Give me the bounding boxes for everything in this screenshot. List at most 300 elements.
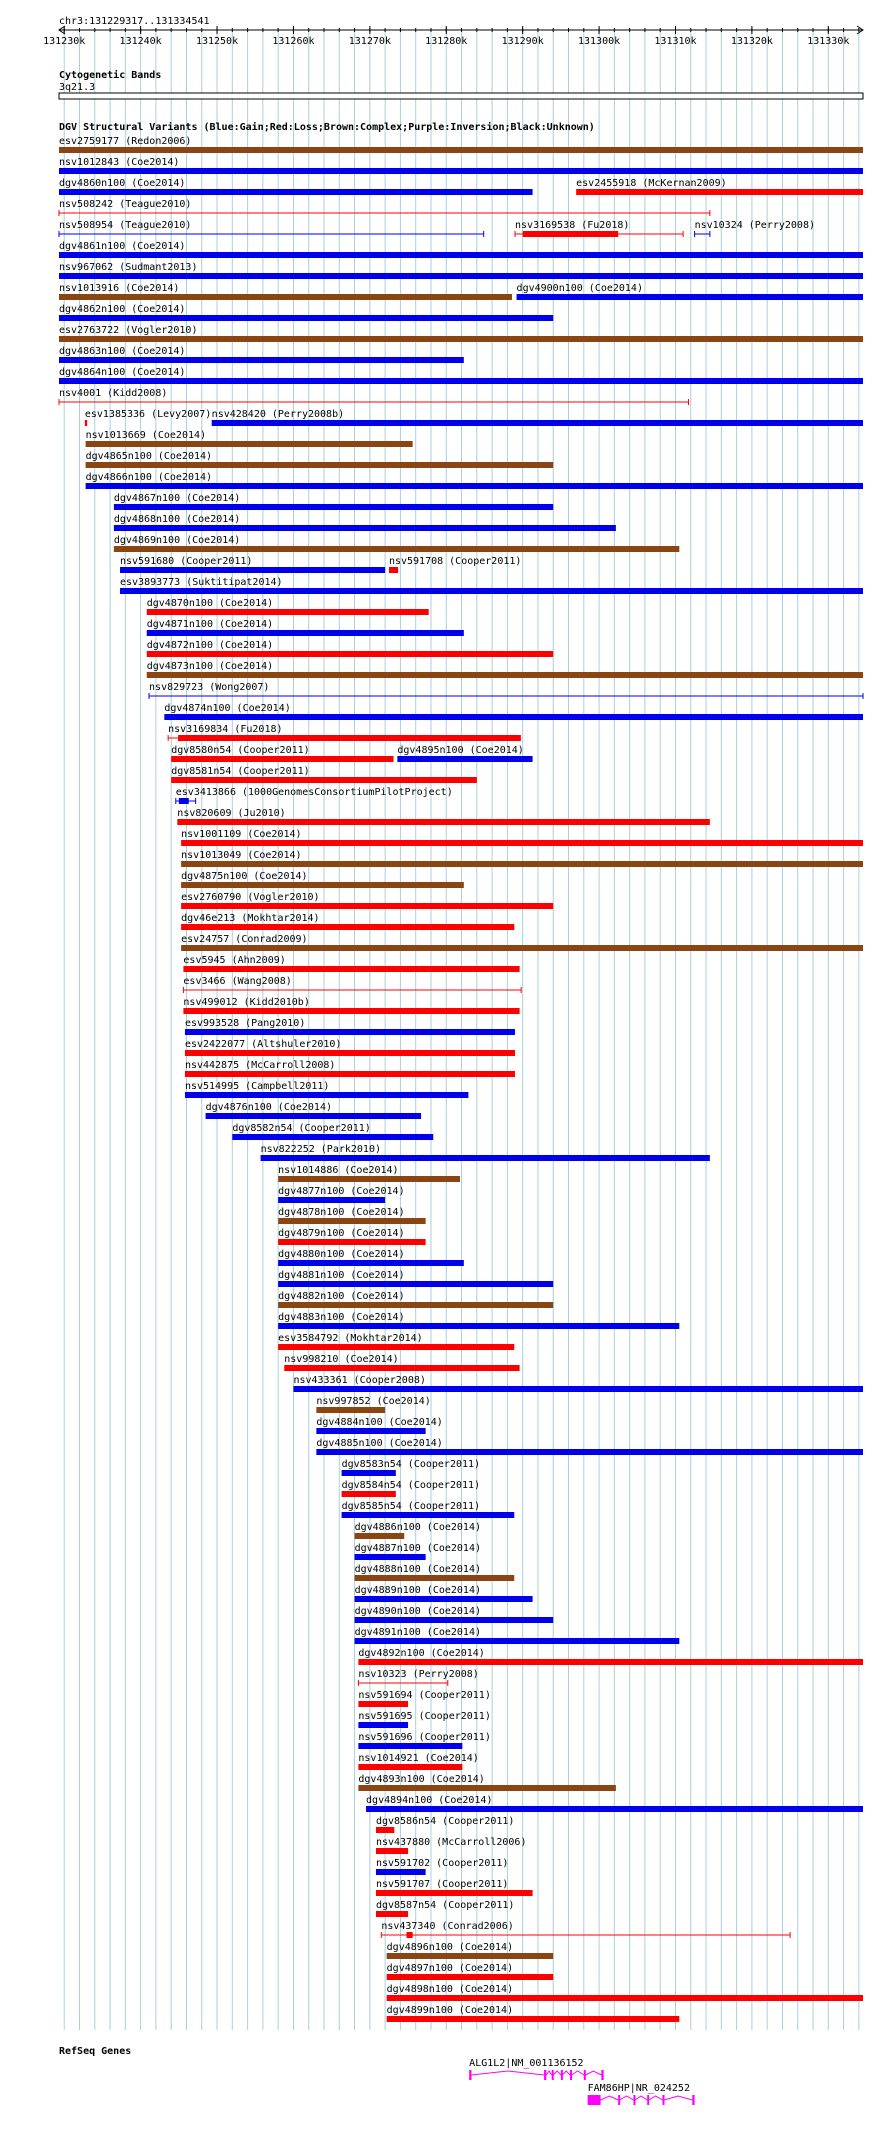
variant-bar xyxy=(376,1869,426,1875)
dgv-variant[interactable] xyxy=(181,850,863,867)
variant-bar xyxy=(185,1092,468,1098)
variant-bar xyxy=(59,378,863,384)
dgv-variant[interactable] xyxy=(355,1606,554,1623)
cytoband-track-title: Cytogenetic Bands xyxy=(59,70,162,81)
dgv-variant[interactable] xyxy=(381,1921,790,1938)
variant-label: nsv3169538 (Fu2018) xyxy=(515,220,630,231)
variant-label: esv2763722 (Vogler2010) xyxy=(59,325,198,336)
variant-bar xyxy=(278,1260,464,1266)
dgv-variant[interactable] xyxy=(168,724,520,741)
variant-label: dgv4877n100 (Coe2014) xyxy=(278,1186,405,1197)
variant-bar xyxy=(86,483,863,489)
variant-bar xyxy=(59,357,464,363)
variant-label: nsv433361 (Cooper2008) xyxy=(293,1375,426,1386)
gene-intron xyxy=(601,2096,619,2100)
variant-label: dgv4865n100 (Coe2014) xyxy=(85,451,213,462)
dgv-variant[interactable] xyxy=(358,1774,615,1791)
gene-exon xyxy=(647,2095,649,2105)
variant-block xyxy=(178,735,520,741)
variant-label: dgv4886n100 (Coe2014) xyxy=(354,1522,482,1533)
dgv-variant[interactable] xyxy=(183,976,521,993)
variant-label: dgv8583n54 (Cooper2011) xyxy=(341,1459,481,1470)
locus-label: chr3:131229317..131334541 xyxy=(59,16,210,27)
cytoband-ideogram xyxy=(59,93,863,99)
variant-label: nsv591680 (Cooper2011) xyxy=(119,556,253,567)
dgv-variant[interactable] xyxy=(358,1711,490,1728)
dgv-variant[interactable] xyxy=(181,829,863,846)
gene-intron xyxy=(664,2096,692,2100)
variant-label: dgv4885n100 (Coe2014) xyxy=(316,1438,443,1449)
dgv-variant[interactable] xyxy=(376,1879,533,1896)
variant-bar xyxy=(316,1428,425,1434)
variant-bar xyxy=(387,1995,863,2001)
dgv-variant[interactable] xyxy=(342,1459,480,1476)
dgv-variant[interactable] xyxy=(261,1144,710,1161)
variant-bar xyxy=(387,1974,554,1980)
dgv-variant[interactable] xyxy=(376,1858,508,1875)
variant-bar xyxy=(376,1848,408,1854)
dgv-variant[interactable] xyxy=(695,220,815,237)
variant-label: nsv822252 (Park2010) xyxy=(260,1144,382,1155)
dgv-variant[interactable] xyxy=(114,535,679,552)
dgv-variant[interactable] xyxy=(293,1375,863,1392)
variant-bar xyxy=(185,1071,515,1077)
gene-intron xyxy=(649,2096,663,2100)
dgv-variant[interactable] xyxy=(358,1732,490,1749)
refseq-genes-track xyxy=(469,2058,694,2105)
dgv-variant[interactable] xyxy=(59,136,863,153)
variant-label: nsv428420 (Perry2008b) xyxy=(211,409,345,420)
ruler-tick-label: 131280k xyxy=(425,36,468,47)
variant-label: dgv4900n100 (Coe2014) xyxy=(516,283,643,294)
dgv-variant[interactable] xyxy=(114,514,616,531)
variant-label: dgv4864n100 (Coe2014) xyxy=(59,367,186,378)
dgv-variant[interactable] xyxy=(59,241,863,258)
variant-label: nsv10324 (Perry2008) xyxy=(694,220,816,231)
dgv-variant[interactable] xyxy=(387,1963,554,1980)
variant-label: nsv998210 (Coe2014) xyxy=(284,1354,399,1365)
dgv-variant[interactable] xyxy=(278,1207,425,1224)
variant-bar xyxy=(185,1029,515,1035)
variant-bar xyxy=(232,1134,433,1140)
variant-label: dgv4874n100 (Coe2014) xyxy=(164,703,291,714)
variant-label: nsv4001 (Kidd2008) xyxy=(59,388,168,399)
variant-label: nsv820609 (Ju2010) xyxy=(177,808,286,819)
dgv-variant[interactable] xyxy=(147,619,464,636)
variant-bar xyxy=(358,1659,863,1665)
variant-label: nsv591696 (Cooper2011) xyxy=(358,1732,491,1743)
gene-intron xyxy=(471,2071,544,2075)
dgv-variant[interactable] xyxy=(389,556,521,573)
dgv-variant[interactable] xyxy=(181,913,514,930)
dgv-variant[interactable] xyxy=(147,661,863,678)
gene-exon xyxy=(584,2070,586,2080)
variant-label: esv3413866 (1000GenomesConsortiumPilotProject) xyxy=(175,787,453,798)
ruler-tick-label: 131270k xyxy=(348,36,391,47)
variant-bar xyxy=(278,1197,385,1203)
ruler-tick-label: 131250k xyxy=(195,36,239,47)
variant-bar xyxy=(576,189,863,195)
dgv-variant[interactable] xyxy=(517,283,863,300)
variant-bar xyxy=(355,1596,533,1602)
gene-intron xyxy=(546,2071,551,2075)
variant-block xyxy=(179,798,189,804)
ruler-tick-label: 131320k xyxy=(730,36,773,47)
ruler-tick-label: 131300k xyxy=(577,36,621,47)
variant-bar xyxy=(183,1008,519,1014)
variant-bar xyxy=(181,924,514,930)
gene-exon xyxy=(662,2095,664,2105)
variant-label: dgv4889n100 (Coe2014) xyxy=(354,1585,482,1596)
dgv-variant[interactable] xyxy=(387,1942,554,1959)
variant-label: nsv1012843 (Coe2014) xyxy=(59,157,180,168)
dgv-variant[interactable] xyxy=(181,934,863,951)
dgv-variant[interactable] xyxy=(181,892,553,909)
variant-bar xyxy=(181,840,863,846)
dgv-variant[interactable] xyxy=(232,1123,433,1140)
dgv-variant[interactable] xyxy=(59,325,863,342)
variant-label: dgv4879n100 (Coe2014) xyxy=(278,1228,405,1239)
dgv-variant[interactable] xyxy=(147,598,429,615)
variant-bar xyxy=(278,1302,553,1308)
variant-label: nsv1013669 (Coe2014) xyxy=(85,430,207,441)
variant-label: dgv4869n100 (Coe2014) xyxy=(113,535,241,546)
variant-label: nsv591702 (Cooper2011) xyxy=(375,1858,509,1869)
dgv-variant[interactable] xyxy=(376,1900,514,1917)
variant-label: nsv499012 (Kidd2010b) xyxy=(183,997,310,1008)
variant-label: dgv4867n100 (Coe2014) xyxy=(113,493,241,504)
dgv-variant[interactable] xyxy=(59,388,688,405)
variant-bar xyxy=(355,1638,680,1644)
dgv-variant[interactable] xyxy=(342,1480,480,1497)
dgv-variants-track xyxy=(59,136,863,2022)
variant-label: dgv4872n100 (Coe2014) xyxy=(146,640,274,651)
variant-label: esv2422077 (Altshuler2010) xyxy=(184,1039,342,1050)
variant-bar xyxy=(293,1386,863,1392)
variant-label: nsv829723 (Wong2007) xyxy=(149,682,270,693)
variant-label: esv2455918 (McKernan2009) xyxy=(576,178,727,189)
dgv-variant[interactable] xyxy=(59,157,863,174)
dgv-variant[interactable] xyxy=(59,304,553,321)
gene-exon xyxy=(633,2095,635,2105)
variant-bar xyxy=(181,882,464,888)
gene-intron xyxy=(635,2096,647,2100)
variant-label: nsv591707 (Cooper2011) xyxy=(375,1879,509,1890)
variant-bar xyxy=(147,672,863,678)
variant-label: nsv1014921 (Coe2014) xyxy=(358,1753,479,1764)
variant-bar xyxy=(284,1365,519,1371)
variant-block xyxy=(407,1932,413,1938)
dgv-variant[interactable] xyxy=(183,997,519,1014)
variant-label: esv3466 (Wang2008) xyxy=(183,976,292,987)
variant-bar xyxy=(366,1806,863,1812)
refseq-track-title: RefSeq Genes xyxy=(59,2046,132,2057)
variant-label: dgv4863n100 (Coe2014) xyxy=(59,346,186,357)
gene-intron xyxy=(585,2071,601,2075)
dgv-variant[interactable] xyxy=(183,955,519,972)
variant-bar xyxy=(355,1617,554,1623)
variant-label: nsv1014886 (Coe2014) xyxy=(278,1165,399,1176)
variant-bar xyxy=(278,1323,679,1329)
dgv-variant[interactable] xyxy=(316,1417,442,1434)
dgv-variant[interactable] xyxy=(355,1585,533,1602)
dgv-variant[interactable] xyxy=(185,1018,515,1035)
variant-label: dgv4896n100 (Coe2014) xyxy=(386,1942,514,1953)
variant-bar xyxy=(120,567,385,573)
variant-label: dgv4881n100 (Coe2014) xyxy=(278,1270,405,1281)
variant-label: esv5945 (Ahn2009) xyxy=(183,955,286,966)
variant-bar xyxy=(59,147,863,153)
ruler-tick-label: 131330k xyxy=(807,36,850,47)
variant-label: esv24757 (Conrad2009) xyxy=(181,934,308,945)
variant-bar xyxy=(206,1113,421,1119)
gene-exon xyxy=(588,2095,601,2105)
dgv-variant[interactable] xyxy=(86,472,863,489)
variant-label: esv1385336 (Levy2007) xyxy=(84,409,212,420)
ruler-tick-label: 131230k xyxy=(43,36,86,47)
dgv-variant[interactable] xyxy=(358,1648,863,1665)
dgv-variant[interactable] xyxy=(278,1249,464,1266)
dgv-variant[interactable] xyxy=(355,1564,515,1581)
dgv-variant[interactable] xyxy=(59,199,710,216)
dgv-variant[interactable] xyxy=(387,1984,863,2001)
variant-label: dgv8582n54 (Cooper2011) xyxy=(232,1123,371,1134)
variant-bar xyxy=(387,1953,554,1959)
dgv-variant[interactable] xyxy=(355,1522,481,1539)
variant-label: dgv4894n100 (Coe2014) xyxy=(366,1795,493,1806)
variant-label: dgv4878n100 (Coe2014) xyxy=(278,1207,405,1218)
variant-bar xyxy=(316,1407,385,1413)
dgv-variant[interactable] xyxy=(114,493,553,510)
variant-bar xyxy=(342,1491,396,1497)
variant-bar xyxy=(120,588,863,594)
variant-label: esv993528 (Pang2010) xyxy=(184,1018,306,1029)
variant-bar xyxy=(278,1281,553,1287)
dgv-variant[interactable] xyxy=(576,178,863,195)
variant-bar xyxy=(376,1827,394,1833)
gene-exon xyxy=(469,2070,471,2080)
ruler xyxy=(43,26,863,47)
refseq-gene[interactable] xyxy=(588,2083,695,2105)
variant-bar xyxy=(85,420,87,426)
dgv-variant[interactable] xyxy=(358,1669,478,1686)
variant-label: nsv442875 (McCarroll2008) xyxy=(184,1060,336,1071)
dgv-variant[interactable] xyxy=(59,220,484,237)
variant-bar xyxy=(59,252,863,258)
variant-label: nsv437880 (McCarroll2006) xyxy=(375,1837,527,1848)
gene-exon xyxy=(561,2070,563,2080)
dgv-variant[interactable] xyxy=(278,1333,514,1350)
dgv-variant[interactable] xyxy=(284,1354,519,1371)
variant-label: dgv8587n54 (Cooper2011) xyxy=(375,1900,515,1911)
variant-bar xyxy=(261,1155,710,1161)
dgv-variant[interactable] xyxy=(355,1627,680,1644)
variant-label: esv3893773 (Suktitipat2014) xyxy=(119,577,283,588)
gene-intron xyxy=(620,2096,634,2100)
variant-bar xyxy=(278,1218,425,1224)
variant-bar xyxy=(355,1533,405,1539)
variant-label: dgv4883n100 (Coe2014) xyxy=(278,1312,405,1323)
dgv-variant[interactable] xyxy=(206,1102,421,1119)
dgv-variant[interactable] xyxy=(86,430,413,447)
variant-label: nsv591708 (Cooper2011) xyxy=(388,556,522,567)
variant-bar xyxy=(171,777,477,783)
dgv-variant[interactable] xyxy=(358,1753,478,1770)
variant-label: nsv591695 (Cooper2011) xyxy=(358,1711,491,1722)
variant-label: dgv4862n100 (Coe2014) xyxy=(59,304,186,315)
dgv-variant[interactable] xyxy=(59,346,464,363)
refseq-gene[interactable] xyxy=(469,2058,603,2080)
variant-bar xyxy=(376,1890,533,1896)
gene-exon xyxy=(570,2070,572,2080)
dgv-variant[interactable] xyxy=(212,409,863,426)
variant-bar xyxy=(358,1785,615,1791)
ruler-tick-label: 131310k xyxy=(654,36,697,47)
variant-label: dgv4866n100 (Coe2014) xyxy=(85,472,213,483)
dgv-variant[interactable] xyxy=(185,1039,515,1056)
variant-label: dgv4888n100 (Coe2014) xyxy=(354,1564,482,1575)
dgv-variant[interactable] xyxy=(59,262,863,279)
variant-bar xyxy=(114,546,679,552)
dgv-variant[interactable] xyxy=(316,1396,430,1413)
gene-label: ALG1L2|NM_001136152 xyxy=(469,2058,584,2069)
dgv-variant[interactable] xyxy=(164,703,863,720)
dgv-variant[interactable] xyxy=(355,1543,481,1560)
variant-bar xyxy=(181,945,863,951)
variant-bar xyxy=(183,966,519,972)
variant-label: nsv1001109 (Coe2014) xyxy=(181,829,302,840)
variant-label: nsv591694 (Cooper2011) xyxy=(358,1690,491,1701)
variant-label: nsv10323 (Perry2008) xyxy=(358,1669,479,1680)
variant-bar xyxy=(376,1911,408,1917)
ruler-tick-label: 131240k xyxy=(119,36,162,47)
dgv-variant[interactable] xyxy=(86,451,554,468)
variant-label: dgv4880n100 (Coe2014) xyxy=(278,1249,405,1260)
variant-bar xyxy=(59,168,863,174)
dgv-track-title: DGV Structural Variants (Blue:Gain;Red:Loss;Brown:Complex;Purple:Inversion;Black:Unknown) xyxy=(59,122,595,133)
variant-label: dgv4899n100 (Coe2014) xyxy=(386,2005,514,2016)
variant-label: esv2759177 (Redon2006) xyxy=(59,136,192,147)
dgv-variant[interactable] xyxy=(181,871,464,888)
variant-bar xyxy=(358,1764,462,1770)
variant-label: dgv4871n100 (Coe2014) xyxy=(146,619,274,630)
dgv-variant[interactable] xyxy=(376,1837,527,1854)
variant-label: dgv8585n54 (Cooper2011) xyxy=(341,1501,481,1512)
variant-label: dgv4861n100 (Coe2014) xyxy=(59,241,186,252)
variant-label: esv3584792 (Mokhtar2014) xyxy=(278,1333,423,1344)
variant-bar xyxy=(181,903,553,909)
dgv-variant[interactable] xyxy=(515,220,683,237)
variant-bar xyxy=(164,714,863,720)
dgv-variant[interactable] xyxy=(278,1312,679,1329)
dgv-variant[interactable] xyxy=(85,409,211,426)
ruler-tick-label: 131290k xyxy=(501,36,544,47)
gene-exon xyxy=(601,2070,603,2080)
variant-bar xyxy=(59,189,533,195)
variant-bar xyxy=(278,1176,460,1182)
variant-block xyxy=(523,231,619,237)
variant-label: dgv4898n100 (Coe2014) xyxy=(386,1984,514,1995)
variant-label: nsv1013916 (Coe2014) xyxy=(59,283,180,294)
variant-bar xyxy=(278,1239,425,1245)
variant-label: nsv1013049 (Coe2014) xyxy=(181,850,302,861)
variant-bar xyxy=(147,609,429,615)
variant-label: dgv4860n100 (Coe2014) xyxy=(59,178,186,189)
variant-label: dgv4876n100 (Coe2014) xyxy=(205,1102,333,1113)
variant-label: dgv4882n100 (Coe2014) xyxy=(278,1291,405,1302)
gene-exon xyxy=(618,2095,620,2105)
gene-exon xyxy=(552,2070,554,2080)
variant-label: dgv8580n54 (Cooper2011) xyxy=(171,745,310,756)
variant-bar xyxy=(114,504,553,510)
dgv-variant[interactable] xyxy=(397,745,532,762)
dgv-variant[interactable] xyxy=(185,1081,468,1098)
gene-intron xyxy=(562,2071,570,2075)
variant-bar xyxy=(185,1050,515,1056)
variant-label: dgv4884n100 (Coe2014) xyxy=(316,1417,443,1428)
variant-label: dgv4870n100 (Coe2014) xyxy=(146,598,274,609)
gene-exon xyxy=(692,2095,694,2105)
dgv-variant[interactable] xyxy=(278,1165,460,1182)
variant-bar xyxy=(358,1701,408,1707)
dgv-variant[interactable] xyxy=(120,556,385,573)
gene-intron xyxy=(572,2071,584,2075)
variant-label: dgv4893n100 (Coe2014) xyxy=(358,1774,485,1785)
variant-bar xyxy=(342,1512,515,1518)
dgv-variant[interactable] xyxy=(316,1438,863,1455)
variant-label: dgv4895n100 (Coe2014) xyxy=(397,745,524,756)
dgv-variant[interactable] xyxy=(342,1501,515,1518)
variant-bar xyxy=(397,756,532,762)
dgv-variant[interactable] xyxy=(59,367,863,384)
dgv-variant[interactable] xyxy=(185,1060,515,1077)
gene-intron xyxy=(553,2071,561,2075)
variant-label: dgv4875n100 (Coe2014) xyxy=(181,871,308,882)
variant-bar xyxy=(114,525,616,531)
dgv-variant[interactable] xyxy=(59,283,512,300)
dgv-variant[interactable] xyxy=(149,682,863,699)
variant-label: dgv4887n100 (Coe2014) xyxy=(354,1543,482,1554)
ruler-tick-label: 131260k xyxy=(272,36,315,47)
variant-bar xyxy=(355,1575,515,1581)
variant-bar xyxy=(212,420,863,426)
variant-label: esv2760790 (Vogler2010) xyxy=(181,892,320,903)
dgv-variant[interactable] xyxy=(376,1816,514,1833)
variant-label: dgv4890n100 (Coe2014) xyxy=(354,1606,482,1617)
variant-bar xyxy=(517,294,863,300)
variant-label: nsv508954 (Teague2010) xyxy=(59,220,192,231)
variant-bar xyxy=(59,315,553,321)
dgv-variant[interactable] xyxy=(358,1690,490,1707)
variant-label: dgv4873n100 (Coe2014) xyxy=(146,661,274,672)
variant-label: nsv437340 (Conrad2006) xyxy=(381,1921,514,1932)
variant-label: nsv3169834 (Fu2018) xyxy=(168,724,283,735)
variant-bar xyxy=(355,1554,426,1560)
dgv-variant[interactable] xyxy=(278,1186,404,1203)
variant-bar xyxy=(358,1743,462,1749)
dgv-variant[interactable] xyxy=(278,1228,425,1245)
variant-label: dgv8581n54 (Cooper2011) xyxy=(171,766,310,777)
variant-bar xyxy=(86,441,413,447)
variant-bar xyxy=(278,1344,514,1350)
variant-bar xyxy=(389,567,398,573)
gene-exon xyxy=(544,2070,546,2080)
variant-label: nsv514995 (Campbell2011) xyxy=(184,1081,330,1092)
dgv-variant[interactable] xyxy=(387,2005,680,2022)
variant-bar xyxy=(59,294,512,300)
variant-bar xyxy=(342,1470,396,1476)
dgv-variant[interactable] xyxy=(171,745,393,762)
